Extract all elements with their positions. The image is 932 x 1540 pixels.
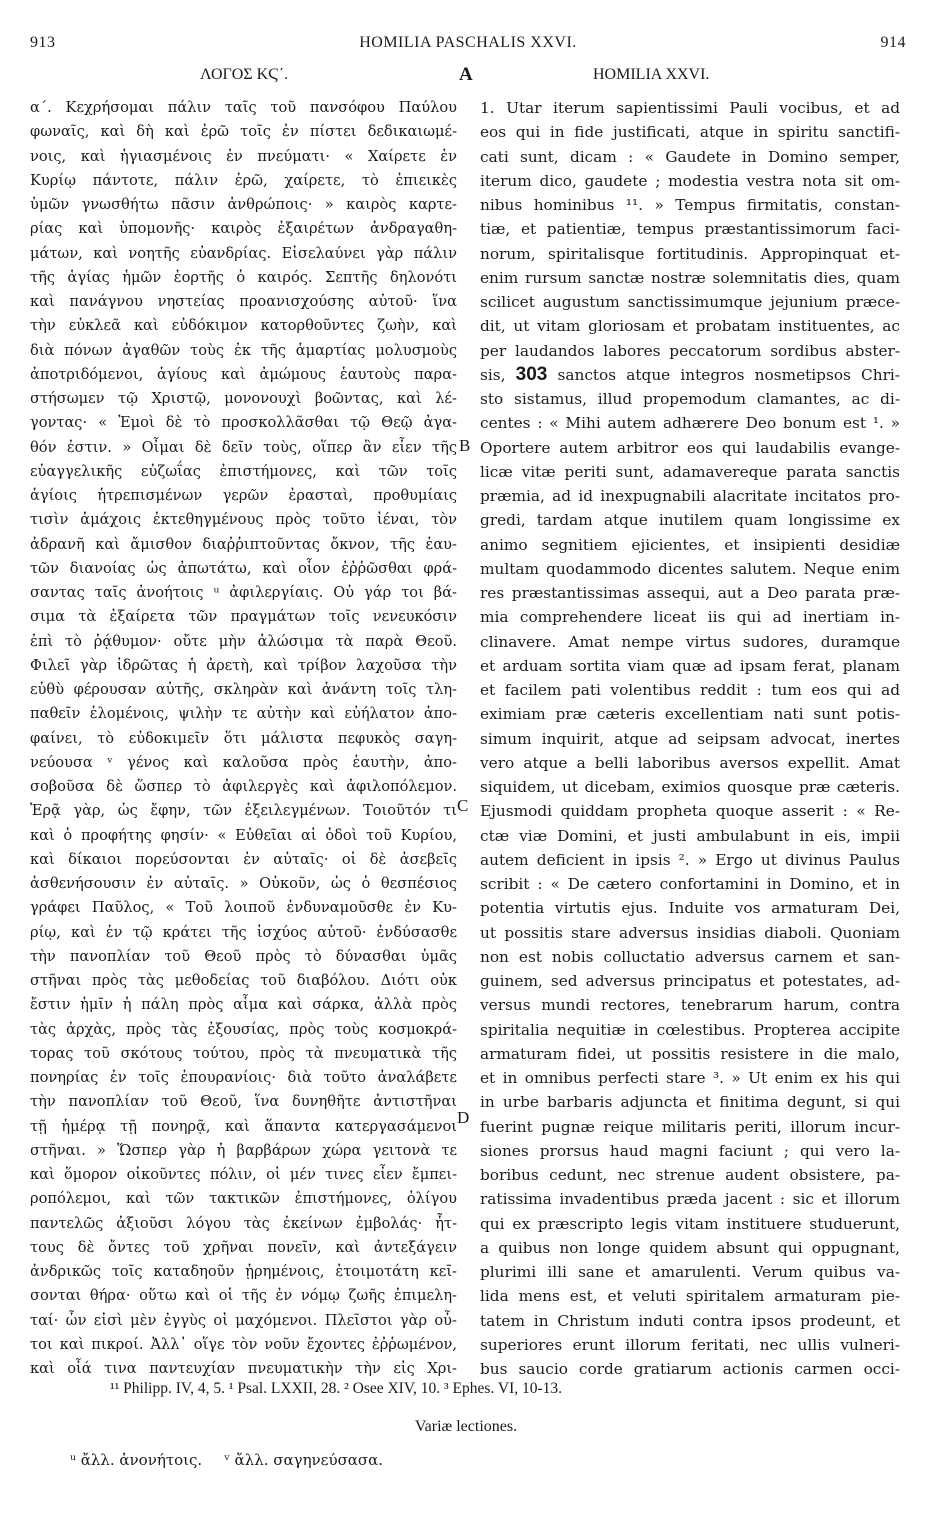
latin-line: ctæ viæ Domini, et justi ambulabunt in eis, impii bbox=[480, 826, 900, 845]
greek-line: ὑμῶν γνωσθήτω πᾶσιν ἀνθρώποις· » καιρὸς καρτε- bbox=[30, 196, 457, 213]
latin-line: ut possitis stare adversus insidias diaboli. Quoniam bbox=[480, 923, 900, 942]
latin-line: multam quodammodo dicentes salutem. Neque enim bbox=[480, 559, 900, 578]
latin-line: et arduam sortita viam quæ ad ipsam ferat, planam bbox=[480, 656, 900, 675]
latin-line: superiores erunt illorum feritati, nec ullis vulneri- bbox=[480, 1335, 900, 1354]
latin-split-before: sis, bbox=[480, 365, 506, 384]
latin-line: non est nobis colluctatio adversus carnem et san- bbox=[480, 947, 900, 966]
latin-line: gredi, tardam atque inutilem quam longissime ex bbox=[480, 511, 900, 530]
latin-line: mia comprehendere liceat iis qui ad inertiam in- bbox=[480, 608, 900, 627]
latin-line: tiæ, et patientiæ, tempus præstantissimorum faci- bbox=[480, 220, 900, 239]
greek-line: νεύουσα ᵛ γένος καὶ καλοῦσα πρὸς ἑαυτὴν, ἀπο- bbox=[30, 753, 457, 771]
latin-line: tatem in Christum induti contra ipsos prodeunt, et bbox=[480, 1311, 900, 1330]
greek-line: τὴν πανοπλίαν τοῦ Θεοῦ πρὸς τὸ δύνασθαι ὑμᾶς bbox=[30, 947, 457, 965]
greek-line: τὰς ἀρχὰς, πρὸς τὰς ἐξουσίας, πρὸς τοὺς κοσμοκρά- bbox=[30, 1020, 457, 1038]
variae-lectiones bbox=[70, 1451, 405, 1469]
greek-line: Κυρίῳ πάντοτε, πάλιν ἐρῶ, χαίρετε, τὸ ἐπιεικὲς bbox=[30, 171, 457, 189]
greek-line: τῇ ἡμέρᾳ τῇ πονηρᾷ, καὶ ἅπαντα κατεργασάμενοι bbox=[30, 1117, 457, 1135]
greek-line: ροπόλεμοι, καὶ τῶν τακτικῶν ἐπιστήμονες, ὀλίγου bbox=[30, 1190, 457, 1208]
latin-line: nibus hominibus ¹¹. » Tempus firmitatis, constan- bbox=[480, 196, 900, 214]
greek-line: φαίνει, τὸ εὐδοκιμεῖν ὅτι μάλιστα πεφυκὸς σαγη- bbox=[30, 729, 457, 747]
latin-line: dit, ut vitam gloriosam et probatam instituentes, ac bbox=[480, 317, 900, 336]
greek-line: ἀδρανῆ καὶ ἄμισθον διαῤῥιπτοῦντας ὄκνον, τῆς ἑαυ- bbox=[30, 535, 457, 553]
variant-reading: ᵘ ἄλλ. ἀνονήτοις. bbox=[70, 1451, 203, 1469]
latin-line: siquidem, ut dicebam, eximios quosque præ cæteris. bbox=[480, 778, 900, 796]
greek-line: στῆναι. » Ὥσπερ γὰρ ἡ βαρβάρων χώρα γειτονὰ τε bbox=[30, 1141, 457, 1159]
greek-line: ρίας καὶ ὑπομονῆς· καιρὸς ἐξαιρέτων ἀνδραγαθη- bbox=[30, 220, 457, 238]
greek-line: ἀνδρικῶς τοῖς καταδηοῦν ᾑρημένοις, ἑτοιμοτάτη κεῖ- bbox=[30, 1263, 457, 1280]
latin-line: centes : « Mihi autem adhærere Deo bonum est ¹. » bbox=[480, 414, 900, 433]
running-head bbox=[30, 34, 906, 58]
greek-line: καὶ δίκαιοι πορεύσονται ἐν αὐταῖς· οἱ δὲ ἀσεβεῖς bbox=[30, 850, 457, 868]
latin-line: ratissima invadentibus præda jacent : sic et illorum bbox=[480, 1190, 900, 1209]
greek-line: παντελῶς ἀξιοῦσι λόγου τὰς ἐκείνων ἐμβολάς· ἧτ- bbox=[30, 1214, 457, 1232]
page-number-left: 913 bbox=[30, 34, 56, 51]
greek-heading: ΛΟΓΟΣ ΚϚ΄. bbox=[200, 66, 289, 83]
latin-line: qui ex præscripto legis vitam instituere studuerunt, bbox=[480, 1214, 900, 1233]
latin-line: guinem, sed adversus principatus et potestates, ad- bbox=[480, 972, 900, 990]
greek-line: καὶ ὁ προφήτης φησίν· « Εὐθεῖαι αἱ ὁδοὶ τοῦ Κυρίου, bbox=[30, 826, 457, 844]
greek-line: α΄. Κεχρήσομαι πάλιν ταῖς τοῦ πανσόφου Παύλου bbox=[30, 99, 457, 116]
latin-line: res præstantissimas assequi, aut a Deo parata præ- bbox=[480, 584, 900, 602]
latin-line: siones prorsus haud magni faciunt ; qui vero la- bbox=[480, 1141, 900, 1160]
latin-line: versus mundi rectores, tenebrarum harum, contra bbox=[480, 996, 900, 1015]
greek-line: στῆναι πρὸς τὰς μεθοδείας τοῦ διαβόλου. Διότι οὐκ bbox=[30, 972, 457, 989]
latin-line: et in omnibus perfecti stare ³. » Ut enim ex his qui bbox=[480, 1069, 900, 1087]
latin-line: a quibus non longe quidem absunt qui oppugnant, bbox=[480, 1238, 900, 1257]
greek-line: ταί· ὧν εἰσὶ μὲν ἐγγὺς οἱ μαχόμενοι. Πλεῖστοι γὰρ οὖ- bbox=[30, 1311, 457, 1329]
page-number-right: 914 bbox=[880, 34, 906, 51]
latin-line: Ejusmodi quiddam propheta quoque asserit : « Re- bbox=[480, 802, 900, 821]
latin-line-column-number bbox=[480, 363, 900, 387]
greek-line: νοις, καὶ ἡγιασμένοις ἐν πνεύματι· « Χαίρετε ἐν bbox=[30, 147, 457, 165]
latin-line: scilicet augustum sanctissimumque jejunium præce- bbox=[480, 293, 900, 311]
greek-line: ρίῳ, καὶ ἐν τῷ κράτει τῆς ἰσχύος αὐτοῦ· ἐνδύσασθε bbox=[30, 923, 457, 941]
latin-line: simum inquirit, atque ad seipsam advocat, inertes bbox=[480, 729, 900, 748]
greek-line: τους δὲ ὄντες τοῦ χρῆναι πονεῖν, καὶ ἀντεξάγειν bbox=[30, 1238, 457, 1256]
greek-line: φωναῖς, καὶ δὴ καὶ ἐρῶ τοῖς ἐν πίστει δεδικαιωμέ- bbox=[30, 123, 457, 141]
latin-line: præmia, ad id inexpugnabili alacritate incitatos pro- bbox=[480, 487, 900, 505]
greek-line: θόν ἐστιν. » Οἶμαι δὲ δεῖν τοὺς, οἵπερ ἂν εἶεν τῆς bbox=[30, 438, 457, 456]
greek-line: γράφει Παῦλος, « Τοῦ λοιποῦ ἐνδυναμοῦσθε ἐν Κυ- bbox=[30, 899, 457, 917]
latin-line: armaturam fidei, ut possitis resistere in die malo, bbox=[480, 1044, 900, 1063]
latin-line: clinavere. Amat nempe virtus sudores, duramque bbox=[480, 632, 900, 651]
margin-marker-a: A bbox=[459, 64, 473, 85]
latin-line: eos qui in fide justificati, atque in spiritu sanctifi- bbox=[480, 123, 900, 142]
greek-line: τισὶν ἀμάχοις ἐκτεθηγμένους πρὸς τοῦτο ἰέναι, τὸν bbox=[30, 511, 457, 529]
variant-reading: ᵛ ἄλλ. σαγηνεύσασα. bbox=[224, 1451, 384, 1469]
greek-line: τῶν διανοίας ὡς ἀπωτάτω, καὶ οἷον ἐῤῥῶσθαι φρά- bbox=[30, 559, 457, 577]
latin-line: plurimi illi sane et amarulenti. Verum quibus va- bbox=[480, 1263, 900, 1281]
latin-line: cati sunt, dicam : « Gaudete in Domino semper, bbox=[480, 147, 900, 166]
footnotes: ¹¹ Philipp. IV, 4, 5. ¹ Psal. LXXII, 28. ² Osee XIV, 10. ³ Ephes. VI, 10-13. bbox=[110, 1380, 563, 1397]
latin-line: sto sistamus, illud propemodum clamantes, ac di- bbox=[480, 390, 900, 408]
running-title: HOMILIA PASCHALIS XXVI. bbox=[359, 34, 577, 51]
greek-line: σοβοῦσα δὲ ὥσπερ τὸ ἀφιλεργὲς καὶ ἀφιλοπόλεμον. bbox=[30, 778, 457, 795]
latin-split-after: sanctos atque integros nosmetipsos Chri- bbox=[557, 365, 900, 384]
greek-line: σονται θήρα· οὕτω καὶ οἱ τῆς ἐν νόμῳ ζωῆς ἐπιμελη- bbox=[30, 1287, 457, 1305]
latin-line: enim rursum sanctæ nostræ solemnitatis dies, quam bbox=[480, 268, 900, 287]
greek-line: τοι καὶ πικροί. Ἀλλ᾽ οἵγε τὸν νοῦν ἔχοντες ἐῤῥωμένον, bbox=[30, 1335, 457, 1353]
greek-line: ἔστιν ἡμῖν ἡ πάλη πρὸς αἷμα καὶ σάρκα, ἀλλὰ πρὸς bbox=[30, 996, 457, 1014]
greek-line: γοντας· « Ἐμοὶ δὲ τὸ προσκολλᾶσθαι τῷ Θεῷ ἀγα- bbox=[30, 414, 457, 432]
latin-line: norum, spiritalisque fortitudinis. Appropinquat et- bbox=[480, 244, 900, 263]
greek-line: πονηρίας ἐν τοῖς ἐπουρανίοις· διὰ τοῦτο ἀναλάβετε bbox=[30, 1069, 457, 1086]
latin-line: lida mens est, et veluti spiritalem armaturam pie- bbox=[480, 1287, 900, 1306]
greek-line: σαντας ταῖς ἀνοήτοις ᵘ ἀφιλεργίαις. Οὐ γάρ τοι βά- bbox=[30, 584, 457, 601]
greek-line: τὴν εὐκλεᾶ καὶ εὐδόκιμον κατορθοῦντες ζωὴν, καὶ bbox=[30, 317, 457, 335]
latin-line: eximiam præ cæteris excellentiam nati sunt potis- bbox=[480, 705, 900, 724]
greek-line: παθεῖν ἑλομένοις, ψιλὴν τε αὐτὴν καὶ εὐήλατον ἀπο- bbox=[30, 705, 457, 723]
greek-line: ἀποτριδόμενοι, ἁγίους καὶ ἀμώμους ἑαυτοὺς παρα- bbox=[30, 365, 457, 383]
latin-line: potentia virtutis ejus. Induite vos armaturam Dei, bbox=[480, 899, 900, 918]
latin-line: boribus cedunt, nec strenue audent obsistere, pa- bbox=[480, 1166, 900, 1184]
latin-line: iterum dico, gaudete ; modestia vestra nota sit om- bbox=[480, 171, 900, 190]
latin-line: bus saucio corde gratiarum actionis carmen occi- bbox=[480, 1360, 900, 1378]
latin-line: per laudandos labores peccatorum sordibus abster- bbox=[480, 341, 900, 360]
greek-line: ἐπὶ τὸ ῥᾴθυμον· οὔτε μὴν ἁλώσιμα τὰ παρὰ Θεοῦ. bbox=[30, 632, 457, 650]
greek-line: τῆς ἁγίας ἡμῶν ἑορτῆς ὁ καιρός. Σεπτῆς δηλονότι bbox=[30, 268, 457, 286]
latin-line: vero atque a belli laboribus aversos expellit. Amat bbox=[480, 753, 900, 772]
column-number-303: 303 bbox=[515, 363, 548, 385]
greek-line: Ἐρᾷ γὰρ, ὡς ἔφην, τῶν ἐξειλεγμένων. Τοιοῦτόν τι bbox=[30, 802, 457, 820]
latin-line: licæ vitæ periti sunt, adamavereque parata sanctis bbox=[480, 462, 900, 481]
greek-line: καὶ πανάγνου νηστείας προανισχούσης αὐτοῦ· ἵνα bbox=[30, 293, 457, 310]
latin-line: 1. Utar iterum sapientissimi Pauli vocibus, et ad bbox=[480, 99, 900, 117]
latin-line: et facilem pati volentibus reddit : tum eos qui ad bbox=[480, 681, 900, 699]
greek-column bbox=[30, 96, 457, 1381]
greek-line: εὐαγγελικῆς εὐζωΐας ἐπιστήμονες, καὶ τῶν τοῖς bbox=[30, 462, 457, 480]
greek-line: μάτων, καὶ νοητῆς εὐανδρίας. Εἰσελαύνει γὰρ πάλιν bbox=[30, 244, 457, 262]
greek-line: ἀσθενήσουσιν ἐν αὐταῖς. » Οὐκοῦν, ὡς ὁ θεσπέσιος bbox=[30, 875, 457, 892]
latin-line: animo segnitiem ejicientes, et insipienti desidiæ bbox=[480, 535, 900, 554]
latin-line: spiritalia nequitiæ in cœlestibus. Propterea accipite bbox=[480, 1020, 900, 1039]
greek-line: τορας τοῦ σκότους τούτου, πρὸς τὰ πνευματικὰ τῆς bbox=[30, 1044, 457, 1062]
margin-marker-c: C bbox=[457, 796, 469, 815]
margin-marker-d: D bbox=[457, 1108, 470, 1127]
latin-line: autem deficient in ipsis ². » Ergo ut divinus Paulus bbox=[480, 850, 900, 869]
variae-lectiones-title: Variæ lectiones. bbox=[414, 1418, 518, 1435]
latin-line: fuerint pugnæ reique militaris periti, illorum incur- bbox=[480, 1117, 900, 1136]
greek-line: τὴν πανοπλίαν τοῦ Θεοῦ, ἵνα δυνηθῆτε ἀντιστῆναι bbox=[30, 1093, 457, 1111]
greek-line: διὰ πόνων ἀγαθῶν τοὺς ἐκ τῆς ἁμαρτίας μολυσμοὺς bbox=[30, 341, 457, 359]
greek-line: στήσωμεν τῷ Χριστῷ, μονονουχὶ βοῶντας, καὶ λέ- bbox=[30, 390, 457, 407]
greek-line: εὐθὺ φέρουσαν αὐτῆς, σκληρὰν καὶ ἀνάντη τοῖς τλη- bbox=[30, 681, 457, 698]
greek-line: ἁγίοις ἡτρεπισμένων γερῶν ἐρασταὶ, προθυμίαις bbox=[30, 487, 457, 504]
latin-line: Oportere autem arbitror eos qui laudabilis evange- bbox=[480, 438, 900, 457]
latin-line: scribit : « De cætero confortamini in Domino, et in bbox=[480, 875, 900, 893]
margin-marker-b: B bbox=[459, 436, 471, 455]
greek-line: καὶ οἷά τινα παντευχίαν πνευματικὴν τὴν εἰς Χρι- bbox=[30, 1360, 457, 1377]
greek-line: σιμα τὰ ἐξαίρετα τῶν πραγμάτων τοῖς νενευκόσιν bbox=[30, 608, 457, 626]
latin-column bbox=[480, 96, 900, 1381]
latin-heading: HOMILIA XXVI. bbox=[593, 66, 710, 83]
greek-line: Φιλεῖ γὰρ ἱδρῶτας ἡ ἀρετὴ, καὶ τρίβον λαχοῦσα τὴν bbox=[30, 656, 457, 674]
greek-line: καὶ ὅμορον οἰκοῦντες πόλιν, οἱ μέν τινες εἶεν ἔμπει- bbox=[30, 1166, 457, 1183]
latin-line: in urbe barbaris adjuncta et finitima degunt, si qui bbox=[480, 1093, 900, 1112]
